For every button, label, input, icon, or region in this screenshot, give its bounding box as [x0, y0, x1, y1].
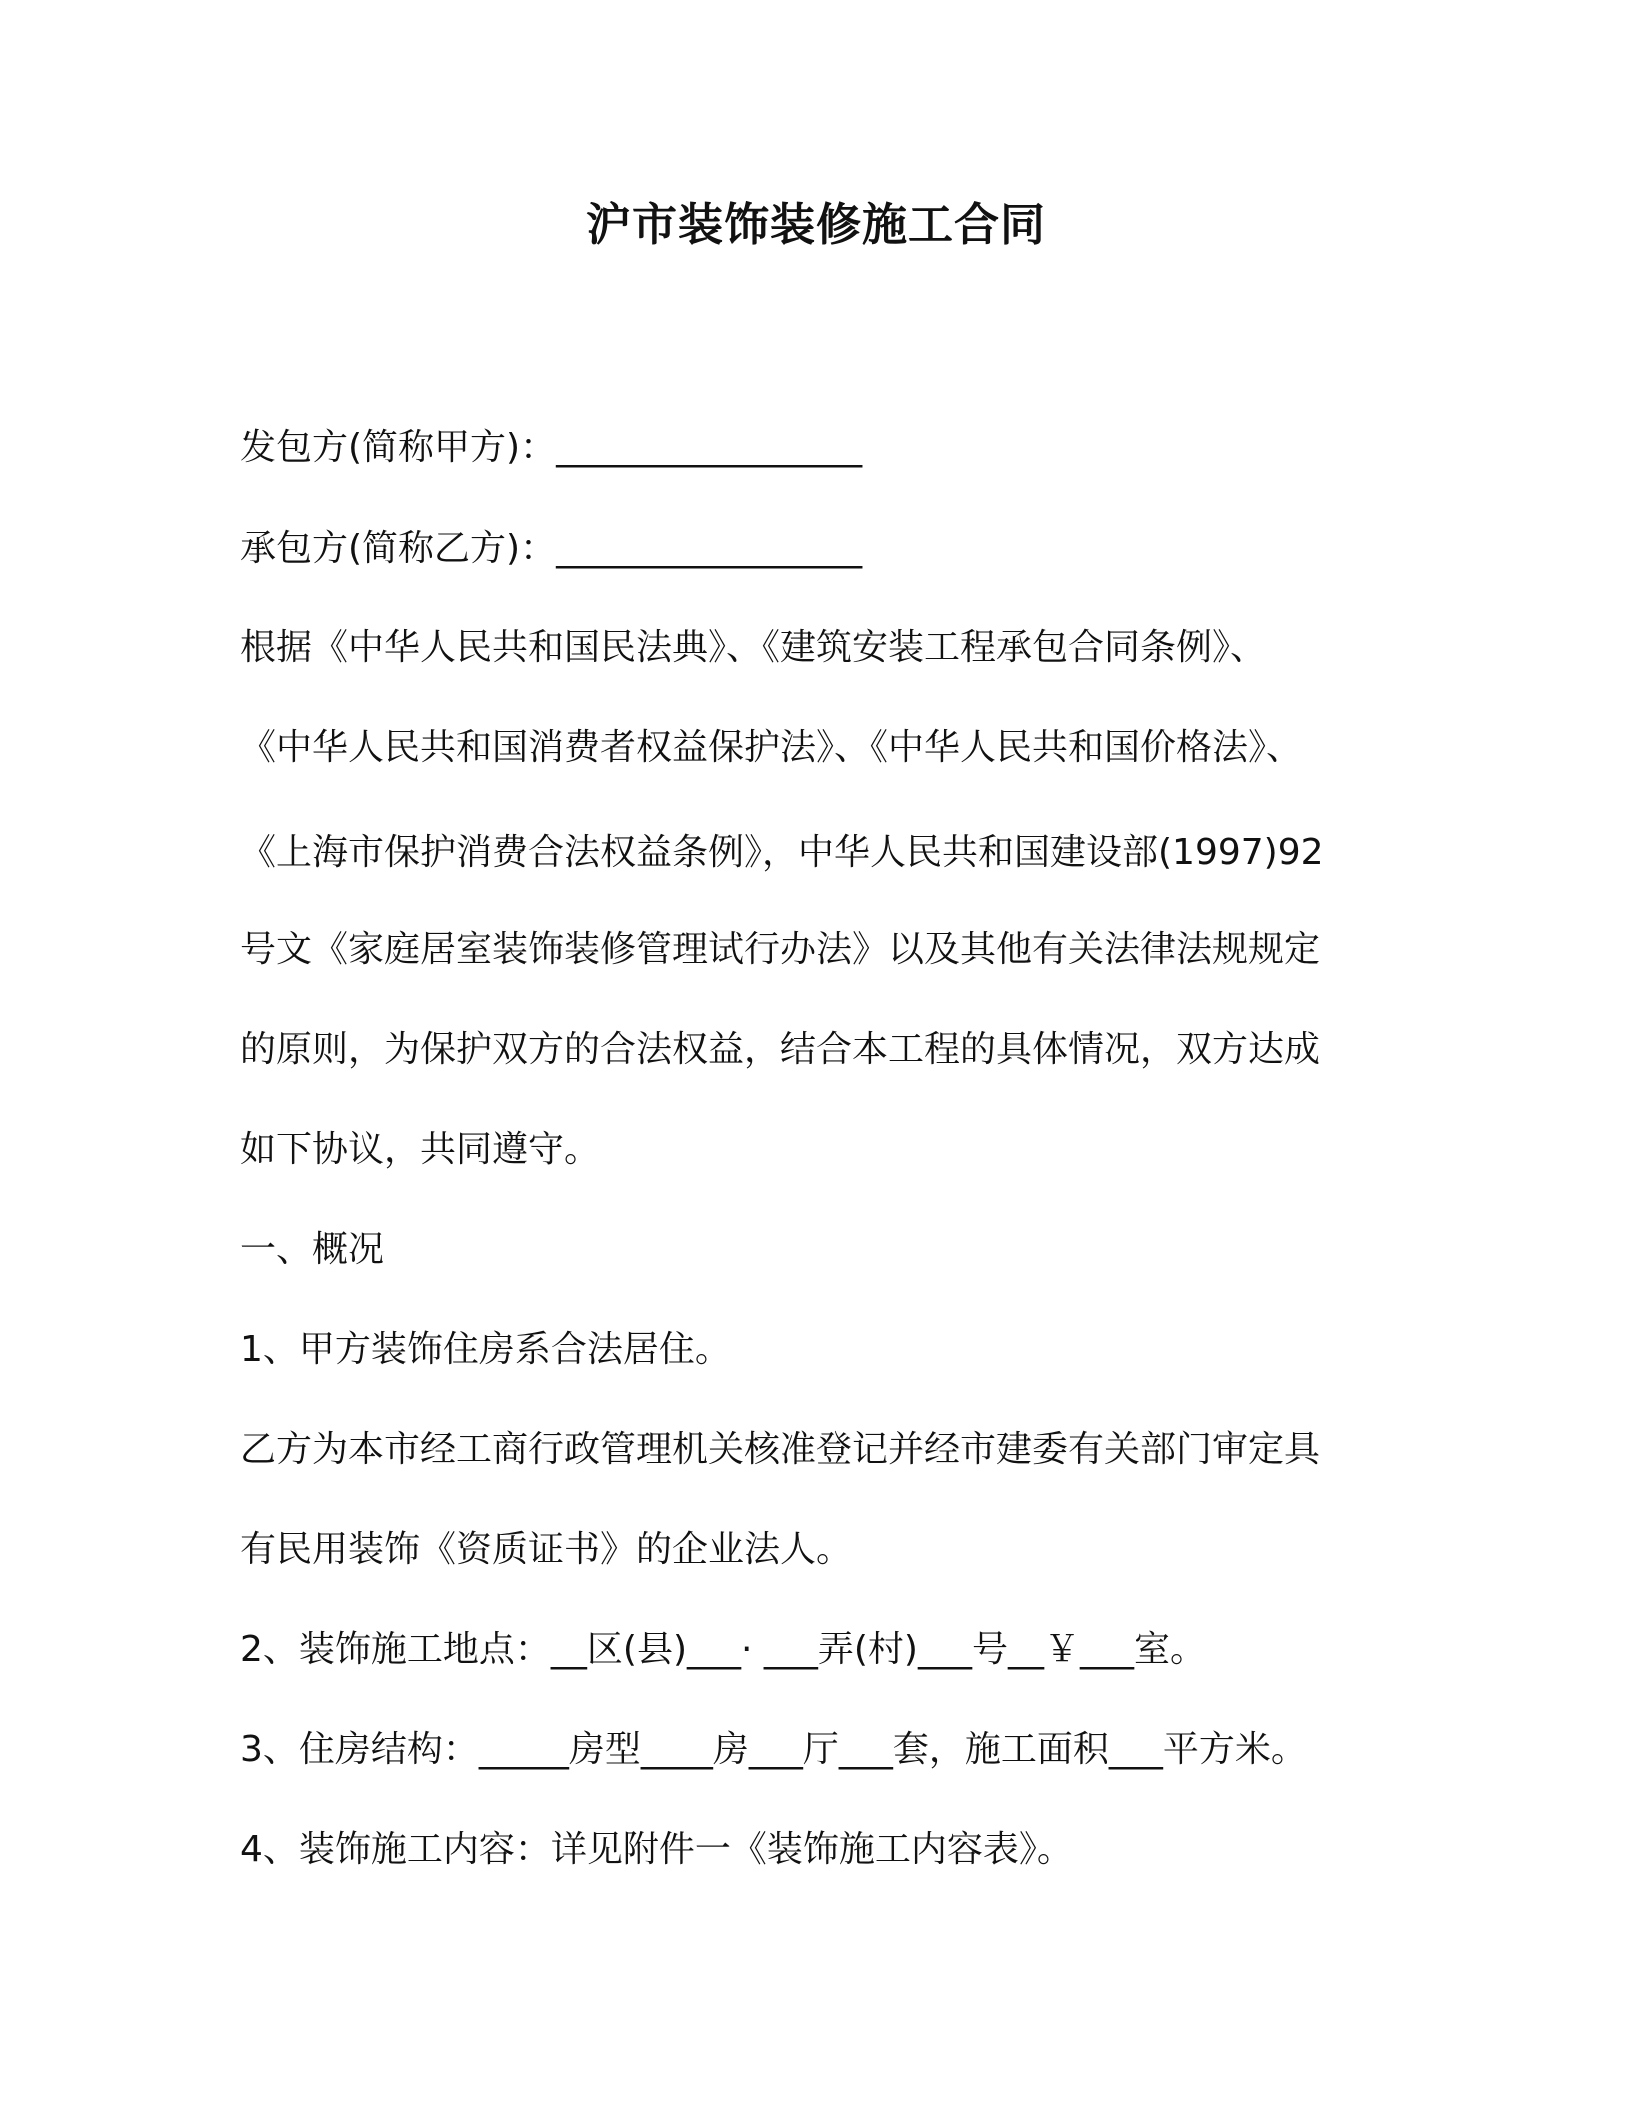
party-a-line: 发包方(简称甲方)：_________________: [240, 427, 863, 468]
clause-1-text: 有民用装饰《资质证书》的企业法人。: [240, 1529, 853, 1570]
clause-2: 2、装饰施工地点：__区(县)___· ___弄(村)___号__￥___室。: [240, 1629, 1206, 1670]
document-title: 沪市装饰装修施工合同: [585, 198, 1046, 251]
preamble-line: 的原则，为保护双方的合法权益，结合本工程的具体情况，双方达成: [240, 1029, 1321, 1070]
preamble-line: 如下协议，共同遵守。: [240, 1129, 601, 1170]
preamble-line: 根据《中华人民共和国民法典》、《建筑安装工程承包合同条例》、: [240, 627, 1267, 668]
preamble-line: 号文《家庭居室装饰装修管理试行办法》以及其他有关法律法规规定: [240, 929, 1321, 970]
party-b-line: 承包方(简称乙方)：_________________: [240, 528, 863, 569]
clause-3: 3、住房结构：_____房型____房___厅___套，施工面积___平方米。: [240, 1729, 1307, 1770]
clause-1-text: 乙方为本市经工商行政管理机关核准登记并经市建委有关部门审定具: [240, 1429, 1321, 1470]
preamble-line: 《上海市保护消费合法权益条例》，中华人民共和国建设部(1997)92: [240, 832, 1324, 873]
preamble-line: 《中华人民共和国消费者权益保护法》、《中华人民共和国价格法》、: [240, 727, 1303, 768]
clause-4: 4、装饰施工内容：详见附件一《装饰施工内容表》。: [240, 1829, 1073, 1870]
section-heading: 一、概况: [240, 1229, 385, 1270]
clause-1: 1、甲方装饰住房系合法居住。: [240, 1329, 731, 1370]
